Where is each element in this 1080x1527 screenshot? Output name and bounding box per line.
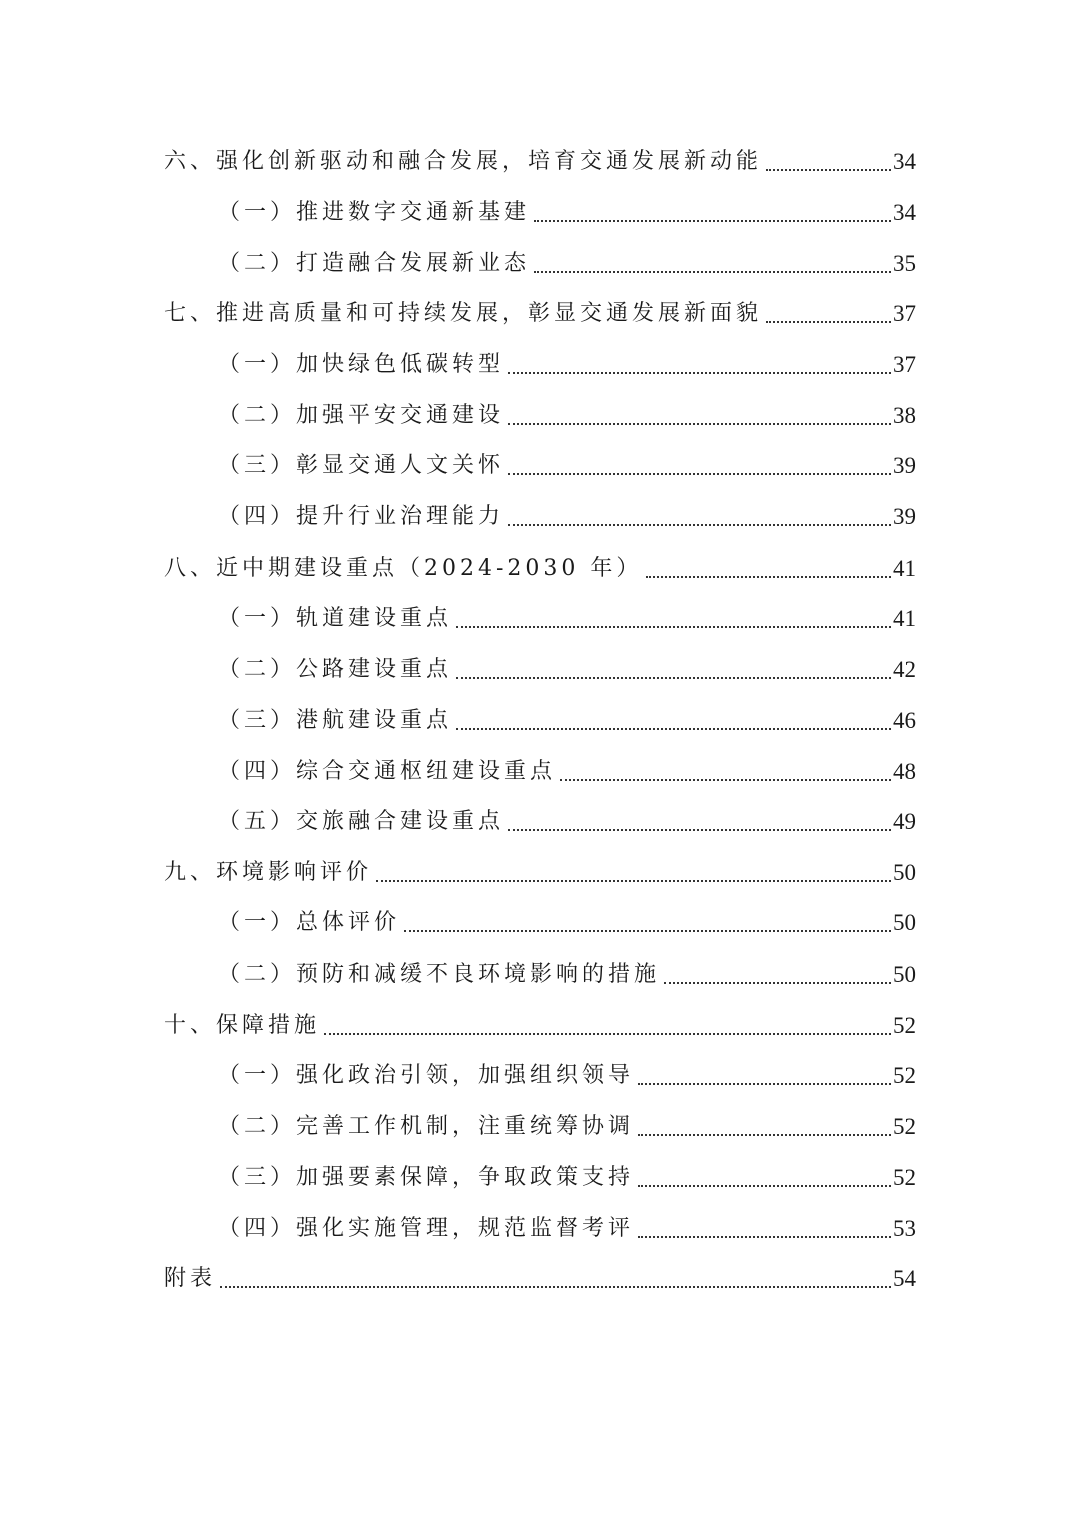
dot-leader [560,779,891,781]
toc-entry-page: 54 [893,1266,916,1291]
toc-entry[interactable] [218,754,916,790]
toc-entry-page: 39 [893,504,916,529]
toc-entry-title: 九、环境影响评价 [164,860,373,885]
toc-entry-title: （五）交旅融合建设重点 [218,809,505,834]
toc-entry-page: 53 [893,1216,916,1241]
dot-leader [766,169,891,171]
toc-entry-title: （二）打造融合发展新业态 [218,251,531,276]
toc-entry-page: 34 [893,149,916,174]
toc-entry-title: 六、强化创新驱动和融合发展，培育交通发展新动能 [164,149,763,174]
dot-leader [220,1286,891,1288]
toc-entry[interactable] [164,296,916,332]
toc-entry[interactable] [218,804,916,840]
toc-entry-title: （一）轨道建设重点 [218,606,453,631]
toc-entry-title: （一）加快绿色低碳转型 [218,352,505,377]
toc-entry[interactable] [218,1160,916,1196]
toc-entry-page: 35 [893,251,916,276]
toc-entry-title: 十、保障措施 [164,1013,321,1038]
dot-leader [646,576,891,578]
toc-entry[interactable] [218,246,916,282]
toc-entry[interactable] [218,703,916,739]
toc-entry-title: （一）总体评价 [218,910,401,935]
toc-entry-page: 52 [893,1013,916,1038]
toc-entry-page: 52 [893,1063,916,1088]
dot-leader [508,473,891,475]
toc-entry-title: （四）强化实施管理，规范监督考评 [218,1216,635,1241]
toc-entry-title: 附表 [164,1266,217,1291]
toc-entry-page: 39 [893,453,916,478]
toc-entry[interactable] [218,398,916,434]
toc-entry-title: （一）强化政治引领，加强组织领导 [218,1063,635,1088]
dot-leader [638,1236,891,1238]
dot-leader [766,321,891,323]
toc-entry[interactable] [218,1211,916,1247]
toc-entry[interactable] [218,652,916,688]
toc-entry[interactable] [218,347,916,383]
toc-entry-title: （四）提升行业治理能力 [218,504,505,529]
toc-entry-page: 52 [893,1165,916,1190]
toc-entry-page: 50 [893,962,916,987]
dot-leader [376,880,891,882]
toc-entry-title: （四）综合交通枢纽建设重点 [218,759,557,784]
toc-entry-page: 52 [893,1114,916,1139]
dot-leader [664,982,891,984]
toc-entry[interactable] [218,601,916,637]
toc-entry-title: （三）港航建设重点 [218,708,453,733]
dot-leader [456,728,891,730]
toc-entry-title: 八、近中期建设重点（2024-2030 年） [164,556,643,581]
toc-entry[interactable] [164,551,916,587]
toc-entry-page: 42 [893,657,916,682]
toc-entry[interactable] [218,448,916,484]
toc-entry[interactable] [164,144,916,180]
dot-leader [456,626,891,628]
dot-leader [508,423,891,425]
toc-entry-page: 41 [893,556,916,581]
toc-entry-title: （二）预防和减缓不良环境影响的措施 [218,962,661,987]
toc-entry-title: （二）公路建设重点 [218,657,453,682]
dot-leader [404,930,891,932]
toc-entry-title: （二）加强平安交通建设 [218,403,505,428]
dot-leader [534,220,891,222]
dot-leader [508,524,891,526]
toc-entry-title: （二）完善工作机制，注重统筹协调 [218,1114,635,1139]
toc-entry[interactable] [164,855,916,891]
toc-entry[interactable] [218,1109,916,1145]
toc-entry[interactable] [218,499,916,535]
toc-entry-title: 七、推进高质量和可持续发展，彰显交通发展新面貌 [164,301,763,326]
toc-entry-title: （三）彰显交通人文关怀 [218,453,505,478]
dot-leader [638,1185,891,1187]
toc-entry[interactable] [164,1008,916,1044]
dot-leader [324,1033,891,1035]
toc-entry-page: 41 [893,606,916,631]
dot-leader [534,271,891,273]
dot-leader [456,677,891,679]
toc-entry-page: 48 [893,759,916,784]
toc-entry-page: 46 [893,708,916,733]
toc-entry[interactable] [218,1058,916,1094]
toc-entry[interactable] [218,905,916,941]
toc-entry-page: 50 [893,910,916,935]
toc-entry-page: 34 [893,200,916,225]
toc-entry[interactable] [218,195,916,231]
dot-leader [508,372,891,374]
toc-entry-page: 37 [893,352,916,377]
toc-entry-title: （一）推进数字交通新基建 [218,200,531,225]
dot-leader [508,829,891,831]
toc-entry[interactable] [164,1261,916,1297]
dot-leader [638,1083,891,1085]
toc-entry-page: 49 [893,809,916,834]
dot-leader [638,1134,891,1136]
toc-entry-page: 38 [893,403,916,428]
toc-entry-page: 37 [893,301,916,326]
toc-entry[interactable] [218,957,916,993]
toc-entry-page: 50 [893,860,916,885]
toc-entry-title: （三）加强要素保障，争取政策支持 [218,1165,635,1190]
